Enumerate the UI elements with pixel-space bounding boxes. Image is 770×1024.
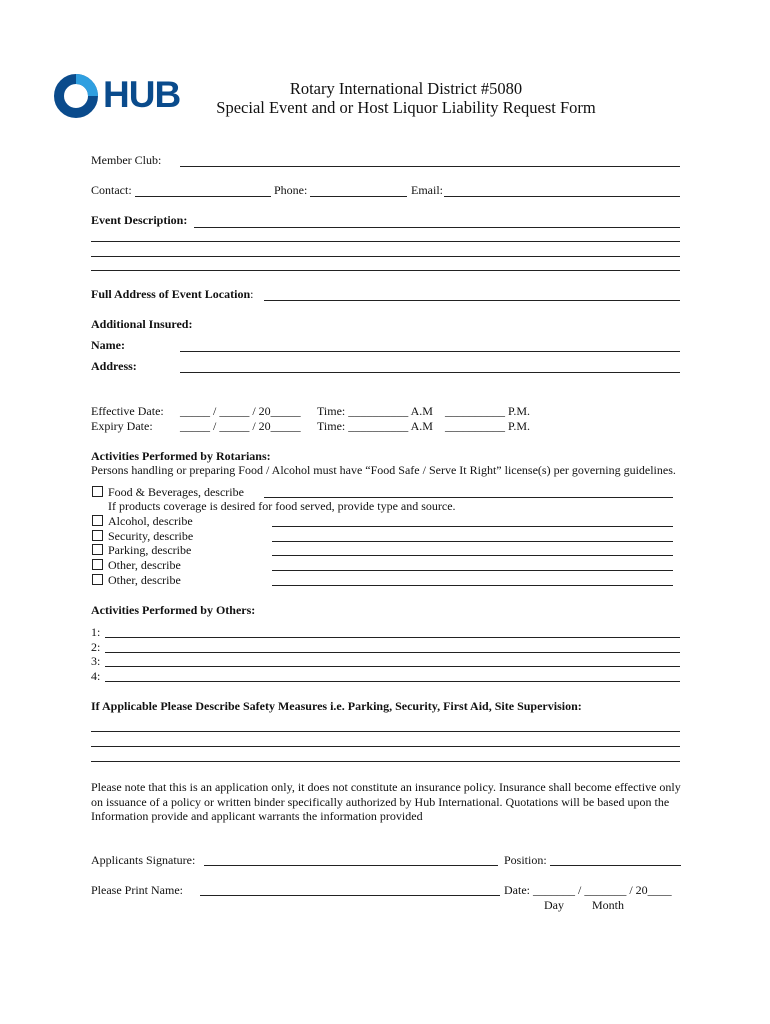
others-number-3: 3: (91, 654, 101, 668)
day-label: Day (544, 898, 564, 912)
others-number-1: 1: (91, 625, 101, 639)
member-club-label: Member Club: (91, 153, 162, 167)
email-label: Email: (411, 183, 443, 197)
event-description-label: Event Description: (91, 213, 188, 227)
event-description-field-4[interactable] (91, 270, 680, 271)
member-club-field[interactable] (180, 166, 680, 167)
print-name-label: Please Print Name: (91, 883, 183, 897)
rotarians-note: Persons handling or preparing Food / Alcohol must have “Food Safe / Serve It Right” license(s) per governing guidelines. (91, 463, 676, 477)
phone-field[interactable] (310, 196, 407, 197)
full-address-colon: : (250, 287, 254, 301)
date-field[interactable]: Date: _______ / _______ / 20____ (504, 883, 672, 897)
other-2-label: Other, describe (108, 573, 181, 587)
security-checkbox[interactable] (92, 530, 103, 541)
other-1-label: Other, describe (108, 558, 181, 572)
alcohol-label: Alcohol, describe (108, 514, 193, 528)
alcohol-field[interactable] (272, 526, 673, 527)
contact-field[interactable] (135, 196, 271, 197)
expiry-date-field[interactable]: _____ / _____ / 20_____ (180, 419, 301, 433)
food-label: Food & Beverages, describe (108, 485, 244, 499)
email-field[interactable] (444, 196, 680, 197)
contact-label: Contact: (91, 183, 132, 197)
effective-date-field[interactable]: _____ / _____ / 20_____ (180, 404, 301, 418)
insured-address-field[interactable] (180, 372, 680, 373)
food-sub-note: If products coverage is desired for food served, provide type and source. (108, 499, 456, 513)
others-heading: Activities Performed by Others: (91, 603, 256, 617)
hub-ring-icon (53, 73, 99, 119)
security-label: Security, describe (108, 529, 194, 543)
other-2-field[interactable] (272, 585, 673, 586)
phone-label: Phone: (274, 183, 308, 197)
others-field-3[interactable] (105, 666, 680, 667)
hub-logo-text: HUB (103, 74, 181, 115)
position-label: Position: (504, 853, 547, 867)
effective-time-am-field[interactable]: Time: __________ A.M (317, 404, 433, 418)
expiry-time-pm-field[interactable]: __________ P.M. (445, 419, 531, 433)
effective-time-pm-field[interactable]: __________ P.M. (445, 404, 531, 418)
alcohol-checkbox[interactable] (92, 515, 103, 526)
parking-field[interactable] (272, 555, 673, 556)
safety-field-2[interactable] (91, 746, 680, 747)
additional-insured-heading: Additional Insured: (91, 317, 193, 331)
month-label: Month (592, 898, 625, 912)
disclaimer-line-2: on issuance of a policy or written binder specifically authorized by Hub International. Quotations will be based upon the (91, 795, 670, 809)
full-address-field[interactable] (264, 300, 680, 301)
other-1-checkbox[interactable] (92, 559, 103, 570)
food-field[interactable] (264, 497, 673, 498)
security-field[interactable] (272, 541, 673, 542)
event-description-field-1[interactable] (194, 227, 680, 228)
position-field[interactable] (550, 865, 681, 866)
disclaimer-line-3: Information provide and applicant warrants the information provided (91, 809, 423, 823)
parking-label: Parking, describe (108, 543, 192, 557)
other-1-field[interactable] (272, 570, 673, 571)
insured-name-field[interactable] (180, 351, 680, 352)
others-field-1[interactable] (105, 637, 680, 638)
safety-field-3[interactable] (91, 761, 680, 762)
expiry-time-am-field[interactable]: Time: __________ A.M (317, 419, 433, 433)
signature-label: Applicants Signature: (91, 853, 196, 867)
full-address-label: Full Address of Event Location (91, 287, 251, 301)
effective-date-label: Effective Date: (91, 404, 164, 418)
parking-checkbox[interactable] (92, 544, 103, 555)
others-number-2: 2: (91, 640, 101, 654)
full-address-label-wrap (91, 287, 253, 301)
other-2-checkbox[interactable] (92, 574, 103, 585)
hub-logo (53, 72, 198, 120)
signature-field[interactable] (204, 865, 498, 866)
form-title-line1: Rotary International District #5080 (289, 79, 523, 98)
print-name-field[interactable] (200, 895, 500, 896)
insured-address-label: Address: (91, 359, 137, 373)
others-number-4: 4: (91, 669, 101, 683)
event-description-field-2[interactable] (91, 241, 680, 242)
others-field-4[interactable] (105, 681, 680, 682)
insured-name-label: Name: (91, 338, 125, 352)
expiry-date-label: Expiry Date: (91, 419, 153, 433)
event-description-field-3[interactable] (91, 256, 680, 257)
others-field-2[interactable] (105, 652, 680, 653)
disclaimer-line-1: Please note that this is an application only, it does not constitute an insurance policy. Insurance shall become effective only (91, 780, 681, 794)
safety-heading: If Applicable Please Describe Safety Measures i.e. Parking, Security, First Aid, Site Supervision: (91, 699, 582, 713)
food-checkbox[interactable] (92, 486, 103, 497)
rotarians-heading: Activities Performed by Rotarians: (91, 449, 271, 463)
safety-field-1[interactable] (91, 731, 680, 732)
form-title-line2: Special Event and or Host Liquor Liability Request Form (216, 98, 596, 117)
